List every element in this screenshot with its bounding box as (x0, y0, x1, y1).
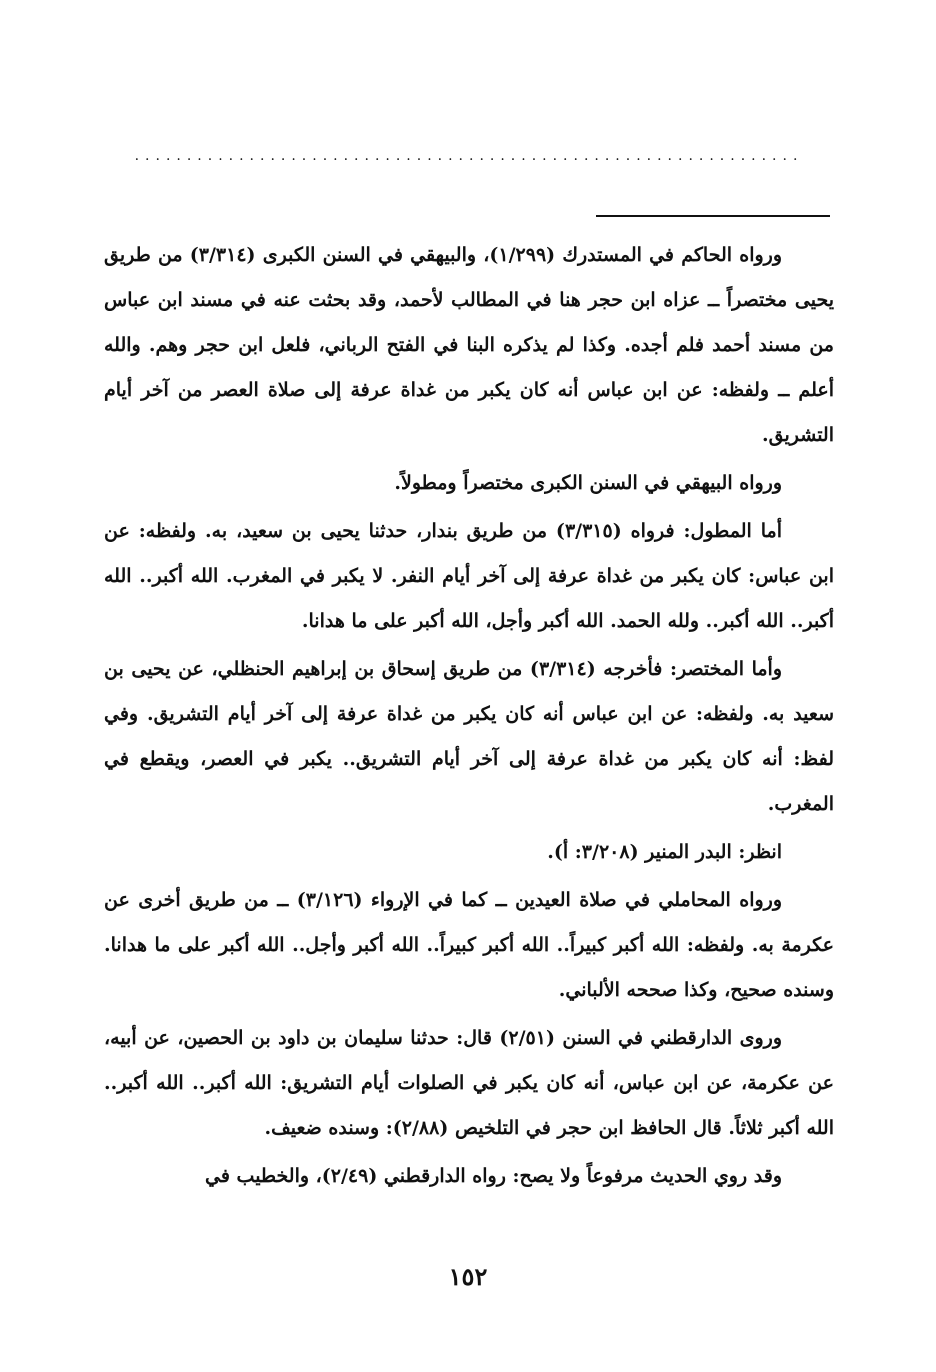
paragraph-badr-munir: انظر: البدر المنير (٣/٢٠٨: أ). (547, 841, 782, 863)
footnote-rule (596, 215, 830, 217)
paragraph-mutawwal: أما المطول: فرواه (٣/٣١٥) من طريق بندار، حدثنا يحيى بن سعيد، به. ولفظه: عن ابن عباس: كان يكبر من غداة عرفة إلى آخر أيام النفر. لا يكبر في المغرب. الله أكبر.. الله أكبر.. الله أكبر.. ولله الحمد. الله أكبر وأجل، الله أكبر على ما هدانا. (104, 520, 834, 632)
paragraph-bayhaqi: ورواه البيهقي في السنن الكبرى مختصراً ومطولاً. (394, 472, 782, 494)
paragraph-marfu: وقد روي الحديث مرفوعاً ولا يصح: رواه الدارقطني (٢/٤٩)، والخطيب في (205, 1165, 782, 1187)
paragraph-hakim: ورواه الحاكم في المستدرك (١/٢٩٩)، والبيهقي في السنن الكبرى (٣/٣١٤) من طريق يحيى مختصراً ــ عزاه ابن حجر هنا في المطالب لأحمد، وقد بحثت عنه في مسند ابن عباس من مسند أحمد فلم أجده. وكذا لم يذكره البنا في الفتح الرباني، فلعل ابن حجر وهم. والله أعلم ــ ولفظه: عن ابن عباس أنه كان يكبر من غداة عرفة إلى صلاة العصر من آخر أيام التشريق. (104, 244, 834, 446)
footnote-text (104, 233, 834, 1199)
page-number: ١٥٢ (448, 1262, 488, 1291)
paragraph-mukhtasar: وأما المختصر: فأخرجه (٣/٣١٤) من طريق إسحاق بن إبراهيم الحنظلي، عن يحيى بن سعيد به. ولفظه: عن ابن عباس أنه كان يكبر من غداة عرفة إلى آخر أيام التشريق. وفي لفظ: أنه كان يكبر من غداة عرفة إلى آخر أيام التشريق.. يكبر في العصر، ويقطع في المغرب. (104, 658, 834, 815)
dotted-separator: ................................................................ (134, 148, 804, 164)
paragraph-daraqutni: وروى الدارقطني في السنن (٢/٥١) قال: حدثنا سليمان بن داود بن الحصين، عن أبيه، عن عكرمة، عن ابن عباس، أنه كان يكبر في الصلوات أيام التشريق: الله أكبر.. الله أكبر.. الله أكبر ثلاثاً. قال الحافظ ابن حجر في التلخيص (٢/٨٨): وسنده ضعيف. (104, 1027, 834, 1139)
paragraph-mahamili: ورواه المحاملي في صلاة العيدين ــ كما في الإرواء (٣/١٢٦) ــ من طريق أخرى عن عكرمة به. ولفظه: الله أكبر كبيراً.. الله أكبر كبيراً.. الله أكبر وأجل.. الله أكبر على ما هدانا. وسنده صحيح، وكذا صححه الألباني. (104, 889, 834, 1001)
